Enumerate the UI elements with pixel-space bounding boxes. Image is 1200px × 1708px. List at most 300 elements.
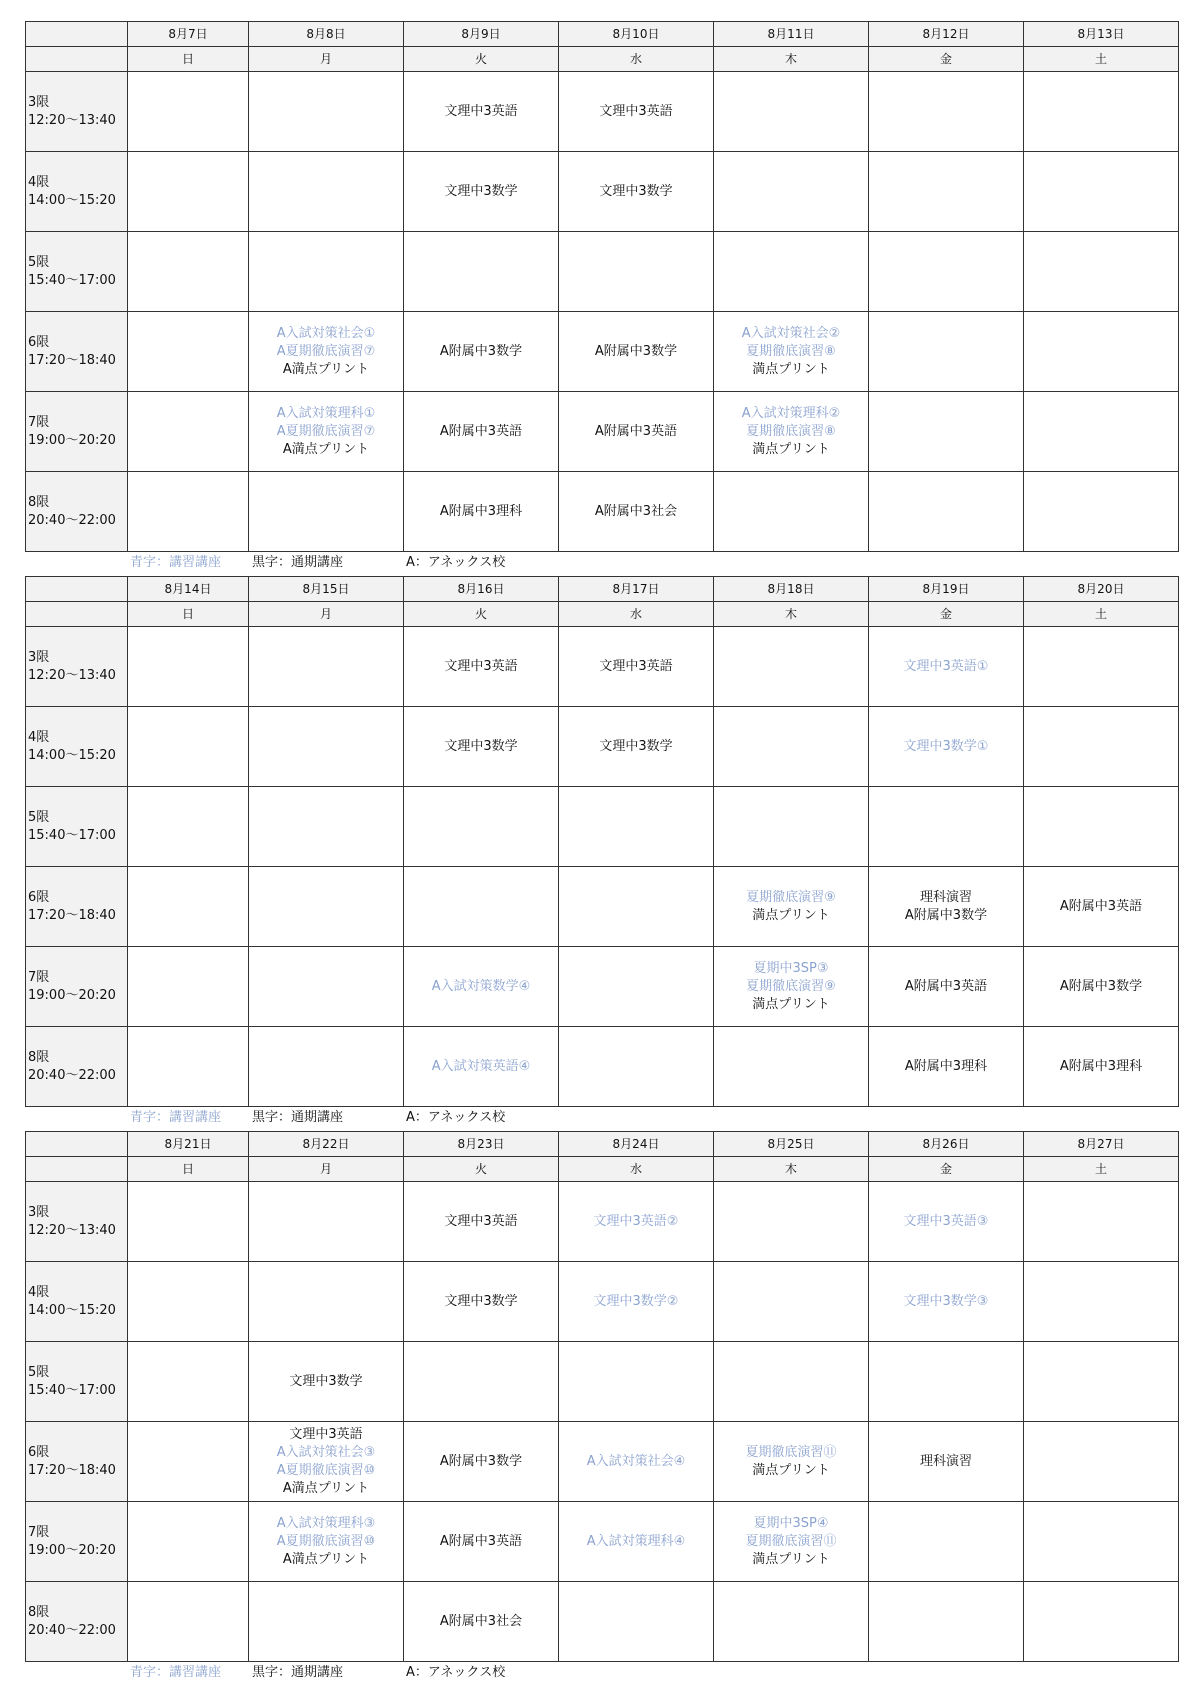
date-header: 8月26日 — [869, 1132, 1024, 1157]
schedule-cell — [714, 707, 869, 787]
period-label: 4限 — [28, 1284, 50, 1300]
class-entry: 文理中3英語 — [599, 103, 673, 119]
class-entry: 文理中3数学③ — [903, 1293, 989, 1309]
schedule-table — [25, 1131, 1179, 1662]
schedule-cell — [869, 232, 1024, 312]
date-header: 8月21日 — [128, 1132, 249, 1157]
period-row — [26, 1342, 1179, 1422]
period-time: 15:40～17:00 — [28, 827, 116, 843]
weekday-header: 水 — [559, 1157, 714, 1182]
class-entry: A満点プリント — [282, 1551, 370, 1567]
class-entry: A附属中3理科 — [439, 503, 523, 519]
period-time: 15:40～17:00 — [28, 272, 116, 288]
date-header: 8月15日 — [249, 577, 404, 602]
class-entry: 文理中3数学 — [444, 183, 518, 199]
schedule-cell — [128, 947, 249, 1027]
class-entry: A夏期徹底演習⑦ — [276, 423, 376, 439]
schedule-cell — [559, 1027, 714, 1107]
weekday-header: 火 — [404, 1157, 559, 1182]
class-entry: 文理中3数学② — [593, 1293, 679, 1309]
schedule-cell — [1024, 787, 1179, 867]
schedule-cell — [559, 787, 714, 867]
schedule-cell — [1024, 1502, 1179, 1582]
schedule-cell — [559, 707, 714, 787]
schedule-cell — [249, 232, 404, 312]
class-entry: 文理中3英語② — [593, 1213, 679, 1229]
period-time: 14:00～15:20 — [28, 1302, 116, 1318]
corner-cell — [26, 1157, 128, 1182]
schedule-cell — [559, 947, 714, 1027]
class-entry: 文理中3数学 — [444, 738, 518, 754]
period-label-cell — [26, 787, 128, 867]
period-time: 17:20～18:40 — [28, 352, 116, 368]
period-time: 14:00～15:20 — [28, 747, 116, 763]
date-header: 8月27日 — [1024, 1132, 1179, 1157]
date-header: 8月19日 — [869, 577, 1024, 602]
period-time: 14:00～15:20 — [28, 192, 116, 208]
period-row — [26, 152, 1179, 232]
weekday-header: 金 — [869, 1157, 1024, 1182]
schedule-cell — [869, 472, 1024, 552]
class-entry: A入試対策理科① — [276, 405, 376, 421]
period-label-cell — [26, 1182, 128, 1262]
schedule-cell — [559, 1262, 714, 1342]
class-entry: 夏期徹底演習⑧ — [746, 423, 836, 439]
period-label: 7限 — [28, 1524, 50, 1540]
period-row — [26, 707, 1179, 787]
class-entry: A附属中3英語 — [904, 978, 988, 994]
class-entry: 満点プリント — [752, 1462, 830, 1478]
period-label: 8限 — [28, 494, 50, 510]
class-entry: A入試対策社会① — [276, 325, 376, 341]
schedule-cell — [714, 1502, 869, 1582]
schedule-cell — [869, 627, 1024, 707]
class-entry: 文理中3英語 — [289, 1426, 363, 1442]
schedule-cell — [559, 232, 714, 312]
schedule-cell — [714, 312, 869, 392]
schedule-cell — [1024, 867, 1179, 947]
period-time: 19:00～20:20 — [28, 1542, 116, 1558]
schedule-cell — [404, 707, 559, 787]
schedule-cell — [249, 787, 404, 867]
period-label-cell — [26, 867, 128, 947]
class-entry: 満点プリント — [752, 1551, 830, 1567]
date-header: 8月13日 — [1024, 22, 1179, 47]
schedule-cell — [559, 1342, 714, 1422]
period-row — [26, 232, 1179, 312]
schedule-cell — [714, 1262, 869, 1342]
period-label: 5限 — [28, 1364, 50, 1380]
week-schedule-1 — [25, 21, 1179, 552]
class-entry: A附属中3社会 — [594, 503, 678, 519]
class-entry: A附属中3数学 — [904, 907, 988, 923]
schedule-cell — [869, 312, 1024, 392]
schedule-cell — [128, 392, 249, 472]
class-entry: 文理中3英語 — [599, 658, 673, 674]
period-time: 20:40～22:00 — [28, 1622, 116, 1638]
weekday-header: 火 — [404, 47, 559, 72]
corner-cell — [26, 1132, 128, 1157]
schedule-cell — [714, 1342, 869, 1422]
class-entry: 文理中3数学① — [903, 738, 989, 754]
schedule-cell — [404, 1262, 559, 1342]
weekday-header: 日 — [128, 47, 249, 72]
schedule-cell — [869, 1182, 1024, 1262]
weekday-header: 土 — [1024, 602, 1179, 627]
schedule-cell — [404, 1502, 559, 1582]
schedule-cell — [714, 867, 869, 947]
schedule-cell — [869, 1262, 1024, 1342]
schedule-cell — [714, 947, 869, 1027]
schedule-cell — [714, 152, 869, 232]
schedule-cell — [404, 1342, 559, 1422]
schedule-cell — [1024, 232, 1179, 312]
schedule-cell — [869, 787, 1024, 867]
corner-cell — [26, 602, 128, 627]
class-entry: 夏期中3SP④ — [753, 1515, 829, 1531]
legend — [130, 553, 505, 573]
weekday-header: 水 — [559, 47, 714, 72]
date-header: 8月23日 — [404, 1132, 559, 1157]
schedule-cell — [249, 1182, 404, 1262]
period-time: 12:20～13:40 — [28, 112, 116, 128]
schedule-cell — [404, 627, 559, 707]
date-header: 8月18日 — [714, 577, 869, 602]
schedule-cell — [404, 947, 559, 1027]
schedule-cell — [869, 1502, 1024, 1582]
corner-cell — [26, 22, 128, 47]
class-entry: A満点プリント — [282, 441, 370, 457]
schedule-cell — [128, 1182, 249, 1262]
schedule-cell — [869, 1422, 1024, 1502]
schedule-cell — [869, 72, 1024, 152]
schedule-cell — [249, 1582, 404, 1662]
class-entry: A入試対策社会② — [741, 325, 841, 341]
schedule-cell — [559, 1182, 714, 1262]
schedule-cell — [128, 1502, 249, 1582]
schedule-cell — [559, 1422, 714, 1502]
class-entry: 文理中3数学 — [599, 183, 673, 199]
weekday-header: 土 — [1024, 1157, 1179, 1182]
weekday-header: 水 — [559, 602, 714, 627]
schedule-cell — [249, 392, 404, 472]
legend — [130, 1663, 505, 1683]
date-header: 8月10日 — [559, 22, 714, 47]
period-label: 3限 — [28, 1204, 50, 1220]
class-entry: 文理中3英語① — [903, 658, 989, 674]
class-entry: 満点プリント — [752, 996, 830, 1012]
period-row — [26, 312, 1179, 392]
class-entry: 文理中3数学 — [599, 738, 673, 754]
class-entry: 文理中3英語 — [444, 1213, 518, 1229]
period-label: 8限 — [28, 1049, 50, 1065]
class-entry: A附属中3社会 — [439, 1613, 523, 1629]
class-entry: A入試対策社会③ — [276, 1444, 376, 1460]
schedule-cell — [128, 312, 249, 392]
class-entry: 文理中3数学 — [444, 1293, 518, 1309]
period-label-cell — [26, 707, 128, 787]
schedule-cell — [559, 312, 714, 392]
weekday-header: 月 — [249, 47, 404, 72]
schedule-cell — [128, 627, 249, 707]
schedule-cell — [404, 232, 559, 312]
schedule-cell — [249, 472, 404, 552]
weekday-header: 土 — [1024, 47, 1179, 72]
schedule-cell — [249, 947, 404, 1027]
class-entry: A附属中3英語 — [594, 423, 678, 439]
class-entry: A満点プリント — [282, 1480, 370, 1496]
period-label-cell — [26, 947, 128, 1027]
schedule-cell — [714, 787, 869, 867]
schedule-cell — [128, 787, 249, 867]
schedule-cell — [714, 1582, 869, 1662]
period-time: 20:40～22:00 — [28, 1067, 116, 1083]
schedule-cell — [1024, 1262, 1179, 1342]
class-entry: 理科演習 — [919, 889, 972, 905]
schedule-cell — [1024, 152, 1179, 232]
schedule-cell — [249, 867, 404, 947]
period-label-cell — [26, 1342, 128, 1422]
schedule-cell — [1024, 1342, 1179, 1422]
date-header-row — [26, 577, 1179, 602]
weekday-header: 月 — [249, 602, 404, 627]
schedule-cell — [404, 392, 559, 472]
period-label: 6限 — [28, 889, 50, 905]
class-entry: A入試対策英語④ — [431, 1058, 531, 1074]
class-entry: 夏期徹底演習⑪ — [745, 1444, 837, 1460]
class-entry: A附属中3英語 — [1059, 898, 1143, 914]
class-entry: 文理中3数学 — [289, 1373, 363, 1389]
class-entry: 夏期徹底演習⑧ — [746, 343, 836, 359]
period-label-cell — [26, 1027, 128, 1107]
class-entry: A入試対策理科④ — [586, 1533, 686, 1549]
schedule-cell — [559, 1502, 714, 1582]
period-row — [26, 1502, 1179, 1582]
date-header: 8月20日 — [1024, 577, 1179, 602]
schedule-cell — [869, 392, 1024, 472]
schedule-cell — [559, 72, 714, 152]
schedule-cell — [1024, 312, 1179, 392]
period-time: 17:20～18:40 — [28, 1462, 116, 1478]
schedule-cell — [404, 72, 559, 152]
schedule-cell — [1024, 72, 1179, 152]
class-entry: A附属中3数学 — [439, 1453, 523, 1469]
schedule-cell — [404, 1182, 559, 1262]
period-time: 17:20～18:40 — [28, 907, 116, 923]
schedule-cell — [869, 947, 1024, 1027]
schedule-cell — [1024, 1422, 1179, 1502]
schedule-cell — [128, 867, 249, 947]
period-time: 15:40～17:00 — [28, 1382, 116, 1398]
class-entry: A夏期徹底演習⑩ — [276, 1462, 376, 1478]
date-header: 8月24日 — [559, 1132, 714, 1157]
period-label-cell — [26, 627, 128, 707]
period-time: 20:40～22:00 — [28, 512, 116, 528]
schedule-cell — [249, 1342, 404, 1422]
period-label-cell — [26, 72, 128, 152]
schedule-cell — [404, 152, 559, 232]
date-header: 8月14日 — [128, 577, 249, 602]
class-entry: 理科演習 — [919, 1453, 972, 1469]
schedule-cell — [869, 1027, 1024, 1107]
weekday-header: 金 — [869, 47, 1024, 72]
schedule-cell — [559, 867, 714, 947]
schedule-cell — [1024, 1182, 1179, 1262]
period-label: 4限 — [28, 174, 50, 190]
period-label-cell — [26, 152, 128, 232]
schedule-cell — [869, 152, 1024, 232]
schedule-cell — [128, 232, 249, 312]
weekday-header: 木 — [714, 1157, 869, 1182]
schedule-cell — [559, 392, 714, 472]
weekday-header-row — [26, 602, 1179, 627]
schedule-cell — [249, 152, 404, 232]
schedule-cell — [128, 152, 249, 232]
weekday-header-row — [26, 47, 1179, 72]
schedule-cell — [714, 392, 869, 472]
period-row — [26, 1422, 1179, 1502]
weekday-header-row — [26, 1157, 1179, 1182]
date-header-row — [26, 22, 1179, 47]
date-header: 8月8日 — [249, 22, 404, 47]
schedule-cell — [714, 72, 869, 152]
period-row — [26, 1182, 1179, 1262]
period-label-cell — [26, 1502, 128, 1582]
schedule-cell — [249, 707, 404, 787]
class-entry: A附属中3英語 — [439, 1533, 523, 1549]
schedule-cell — [1024, 1582, 1179, 1662]
date-header: 8月16日 — [404, 577, 559, 602]
schedule-table — [25, 21, 1179, 552]
schedule-cell — [404, 1027, 559, 1107]
class-entry: 夏期徹底演習⑪ — [745, 1533, 837, 1549]
class-entry: 夏期中3SP③ — [753, 960, 829, 976]
legend-annex-text: A：アネックス校 — [406, 1110, 506, 1125]
class-entry: A入試対策理科③ — [276, 1515, 376, 1531]
class-entry: 文理中3英語 — [444, 103, 518, 119]
schedule-cell — [1024, 947, 1179, 1027]
legend-black-text: 黒字：通期講座 — [252, 1110, 344, 1125]
schedule-cell — [714, 627, 869, 707]
schedule-cell — [1024, 472, 1179, 552]
schedule-cell — [869, 707, 1024, 787]
class-entry: A附属中3理科 — [904, 1058, 988, 1074]
weekday-header: 日 — [128, 1157, 249, 1182]
corner-cell — [26, 577, 128, 602]
schedule-cell — [714, 232, 869, 312]
schedule-cell — [869, 1342, 1024, 1422]
schedule-cell — [128, 707, 249, 787]
period-label-cell — [26, 392, 128, 472]
schedule-cell — [404, 1422, 559, 1502]
date-header: 8月11日 — [714, 22, 869, 47]
period-label: 6限 — [28, 334, 50, 350]
weekday-header: 金 — [869, 602, 1024, 627]
schedule-cell — [128, 472, 249, 552]
class-entry: 文理中3英語 — [444, 658, 518, 674]
period-row — [26, 392, 1179, 472]
class-entry: A附属中3数学 — [594, 343, 678, 359]
date-header: 8月17日 — [559, 577, 714, 602]
period-label-cell — [26, 1262, 128, 1342]
period-row — [26, 1582, 1179, 1662]
schedule-cell — [249, 1027, 404, 1107]
week-schedule-3 — [25, 1131, 1179, 1662]
schedule-cell — [249, 72, 404, 152]
period-label: 5限 — [28, 254, 50, 270]
legend-black-text: 黒字：通期講座 — [252, 1665, 344, 1680]
weekday-header: 月 — [249, 1157, 404, 1182]
schedule-cell — [249, 1262, 404, 1342]
schedule-cell — [1024, 1027, 1179, 1107]
schedule-cell — [714, 1422, 869, 1502]
schedule-cell — [128, 1342, 249, 1422]
class-entry: A夏期徹底演習⑩ — [276, 1533, 376, 1549]
class-entry: A入試対策社会④ — [586, 1453, 686, 1469]
schedule-cell — [1024, 627, 1179, 707]
schedule-cell — [714, 1027, 869, 1107]
schedule-cell — [1024, 707, 1179, 787]
class-entry: A入試対策数学④ — [431, 978, 531, 994]
weekday-header: 木 — [714, 602, 869, 627]
schedule-cell — [128, 1422, 249, 1502]
date-header: 8月9日 — [404, 22, 559, 47]
period-time: 19:00～20:20 — [28, 987, 116, 1003]
schedule-cell — [1024, 392, 1179, 472]
period-row — [26, 472, 1179, 552]
schedule-cell — [714, 1182, 869, 1262]
weekday-header: 木 — [714, 47, 869, 72]
schedule-cell — [128, 1582, 249, 1662]
schedule-cell — [128, 72, 249, 152]
schedule-cell — [404, 472, 559, 552]
period-time: 12:20～13:40 — [28, 667, 116, 683]
period-label: 4限 — [28, 729, 50, 745]
legend-blue-text: 青字：講習講座 — [130, 1110, 222, 1125]
weekday-header: 火 — [404, 602, 559, 627]
schedule-cell — [249, 1502, 404, 1582]
class-entry: 夏期徹底演習⑨ — [746, 889, 836, 905]
corner-cell — [26, 47, 128, 72]
schedule-cell — [404, 867, 559, 947]
class-entry: 文理中3英語③ — [903, 1213, 989, 1229]
period-row — [26, 627, 1179, 707]
class-entry: A附属中3数学 — [439, 343, 523, 359]
schedule-cell — [404, 1582, 559, 1662]
schedule-cell — [249, 1422, 404, 1502]
period-label: 3限 — [28, 649, 50, 665]
period-label-cell — [26, 1422, 128, 1502]
schedule-cell — [559, 1582, 714, 1662]
period-label: 5限 — [28, 809, 50, 825]
period-label: 7限 — [28, 969, 50, 985]
period-label: 3限 — [28, 94, 50, 110]
period-row — [26, 947, 1179, 1027]
period-row — [26, 1027, 1179, 1107]
schedule-cell — [249, 627, 404, 707]
weekday-header: 日 — [128, 602, 249, 627]
legend-blue-text: 青字：講習講座 — [130, 555, 222, 570]
period-label-cell — [26, 312, 128, 392]
period-time: 12:20～13:40 — [28, 1222, 116, 1238]
period-row — [26, 72, 1179, 152]
class-entry: 満点プリント — [752, 361, 830, 377]
schedule-cell — [714, 472, 869, 552]
date-header-row — [26, 1132, 1179, 1157]
schedule-cell — [559, 627, 714, 707]
period-label: 7限 — [28, 414, 50, 430]
period-row — [26, 1262, 1179, 1342]
